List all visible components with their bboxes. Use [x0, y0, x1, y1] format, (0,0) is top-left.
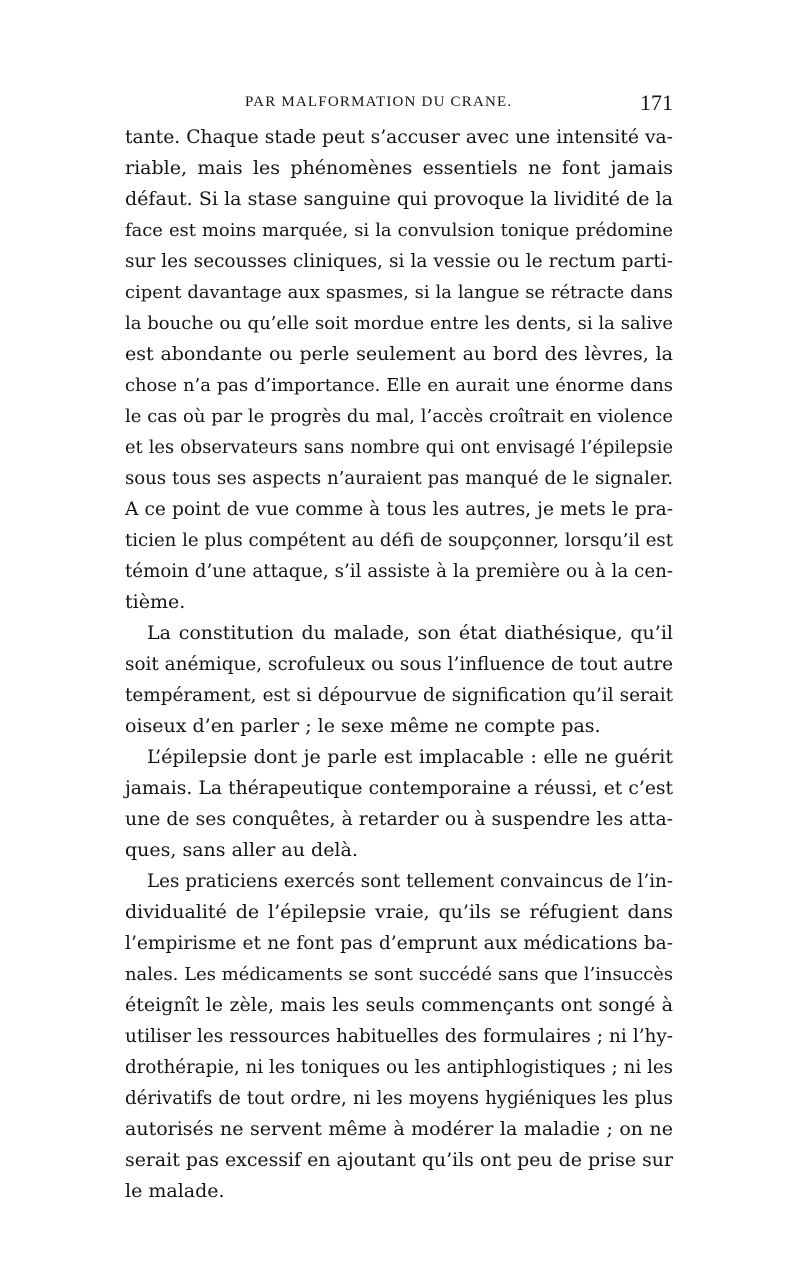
text-line: l’empirisme et ne font pas d’emprunt aux médications ba-: [125, 933, 673, 954]
text-line: dividualité de l’épilepsie vraie, qu’ils se réfugient dans: [125, 901, 673, 923]
text-line: tante. Chaque stade peut s’accuser avec une intensité va-: [125, 127, 673, 148]
paragraph-start-line: La constitution du malade, son état diathésique, qu’il: [147, 622, 673, 644]
text-line: et les observateurs sans nombre qui ont envisagé l’épilepsie: [125, 437, 673, 458]
text-line: ticien le plus compétent au défi de soupçonner, lorsqu’il est: [125, 530, 673, 551]
paragraph-start-line: Les praticiens exercés sont tellement convaincus de l’in-: [147, 871, 673, 892]
text-line: riable, mais les phénomènes essentiels ne font jamais: [125, 157, 673, 179]
text-line: éteignît le zèle, mais les seuls commençants ont songé à: [125, 994, 673, 1016]
page-number: 171: [640, 90, 673, 115]
text-line: tempérament, est si dépourvue de signification qu’il serait: [125, 685, 673, 706]
text-line: soit anémique, scrofuleux ou sous l’influence de tout autre: [125, 654, 673, 675]
text-line: dérivatifs de tout ordre, ni les moyens hygiéniques les plus: [125, 1088, 673, 1109]
paragraph-start-line: L’épilepsie dont je parle est implacable : elle ne guérit: [147, 746, 673, 768]
text-line: A ce point de vue comme à tous les autres, je mets le pra-: [125, 499, 673, 520]
text-line: le cas où par le progrès du mal, l’accès croîtrait en violence: [125, 406, 673, 427]
text-line: cipent davantage aux spasmes, si la langue se rétracte dans: [125, 282, 673, 303]
paragraph-end-line: ques, sans aller au delà.: [125, 839, 358, 861]
text-line: témoin d’une attaque, s’il assiste à la première ou à la cen-: [125, 561, 673, 582]
text-line: une de ses conquêtes, à retarder ou à suspendre les atta-: [125, 809, 673, 830]
body-text: [125, 122, 673, 1207]
page-header: [125, 92, 673, 116]
text-line: face est moins marquée, si la convulsion tonique prédomine: [125, 220, 673, 241]
running-head: PAR MALFORMATION DU CRANE.: [245, 94, 513, 110]
text-line: est abondante ou perle seulement au bord des lèvres, la: [125, 343, 673, 365]
paragraph-end-line: oiseux d’en parler ; le sexe même ne compte pas.: [125, 715, 601, 737]
text-line: nales. Les médicaments se sont succédé sans que l’insuccès: [125, 964, 673, 985]
text-line: jamais. La thérapeutique contemporaine a réussi, et c’est: [125, 778, 673, 799]
text-line: la bouche ou qu’elle soit mordue entre les dents, si la salive: [125, 313, 673, 334]
text-line: serait pas excessif en ajoutant qu’ils ont peu de prise sur: [125, 1149, 673, 1171]
text-line: sous tous ses aspects n’auraient pas manqué de le signaler.: [125, 468, 673, 489]
text-line: défaut. Si la stase sanguine qui provoque la lividité de la: [125, 188, 673, 210]
text-line: chose n’a pas d’importance. Elle en aurait une énorme dans: [125, 375, 673, 396]
paragraph-end-line: tième.: [125, 591, 186, 613]
text-line: autorisés ne servent même à modérer la maladie ; on ne: [125, 1118, 673, 1140]
text-line: drothérapie, ni les toniques ou les antiphlogistiques ; ni les: [125, 1057, 673, 1078]
text-line: utiliser les ressources habituelles des formulaires ; ni l’hy-: [125, 1026, 673, 1047]
paragraph-end-line: le malade.: [125, 1180, 225, 1202]
text-line: sur les secousses cliniques, si la vessie ou le rectum parti-: [125, 251, 673, 272]
